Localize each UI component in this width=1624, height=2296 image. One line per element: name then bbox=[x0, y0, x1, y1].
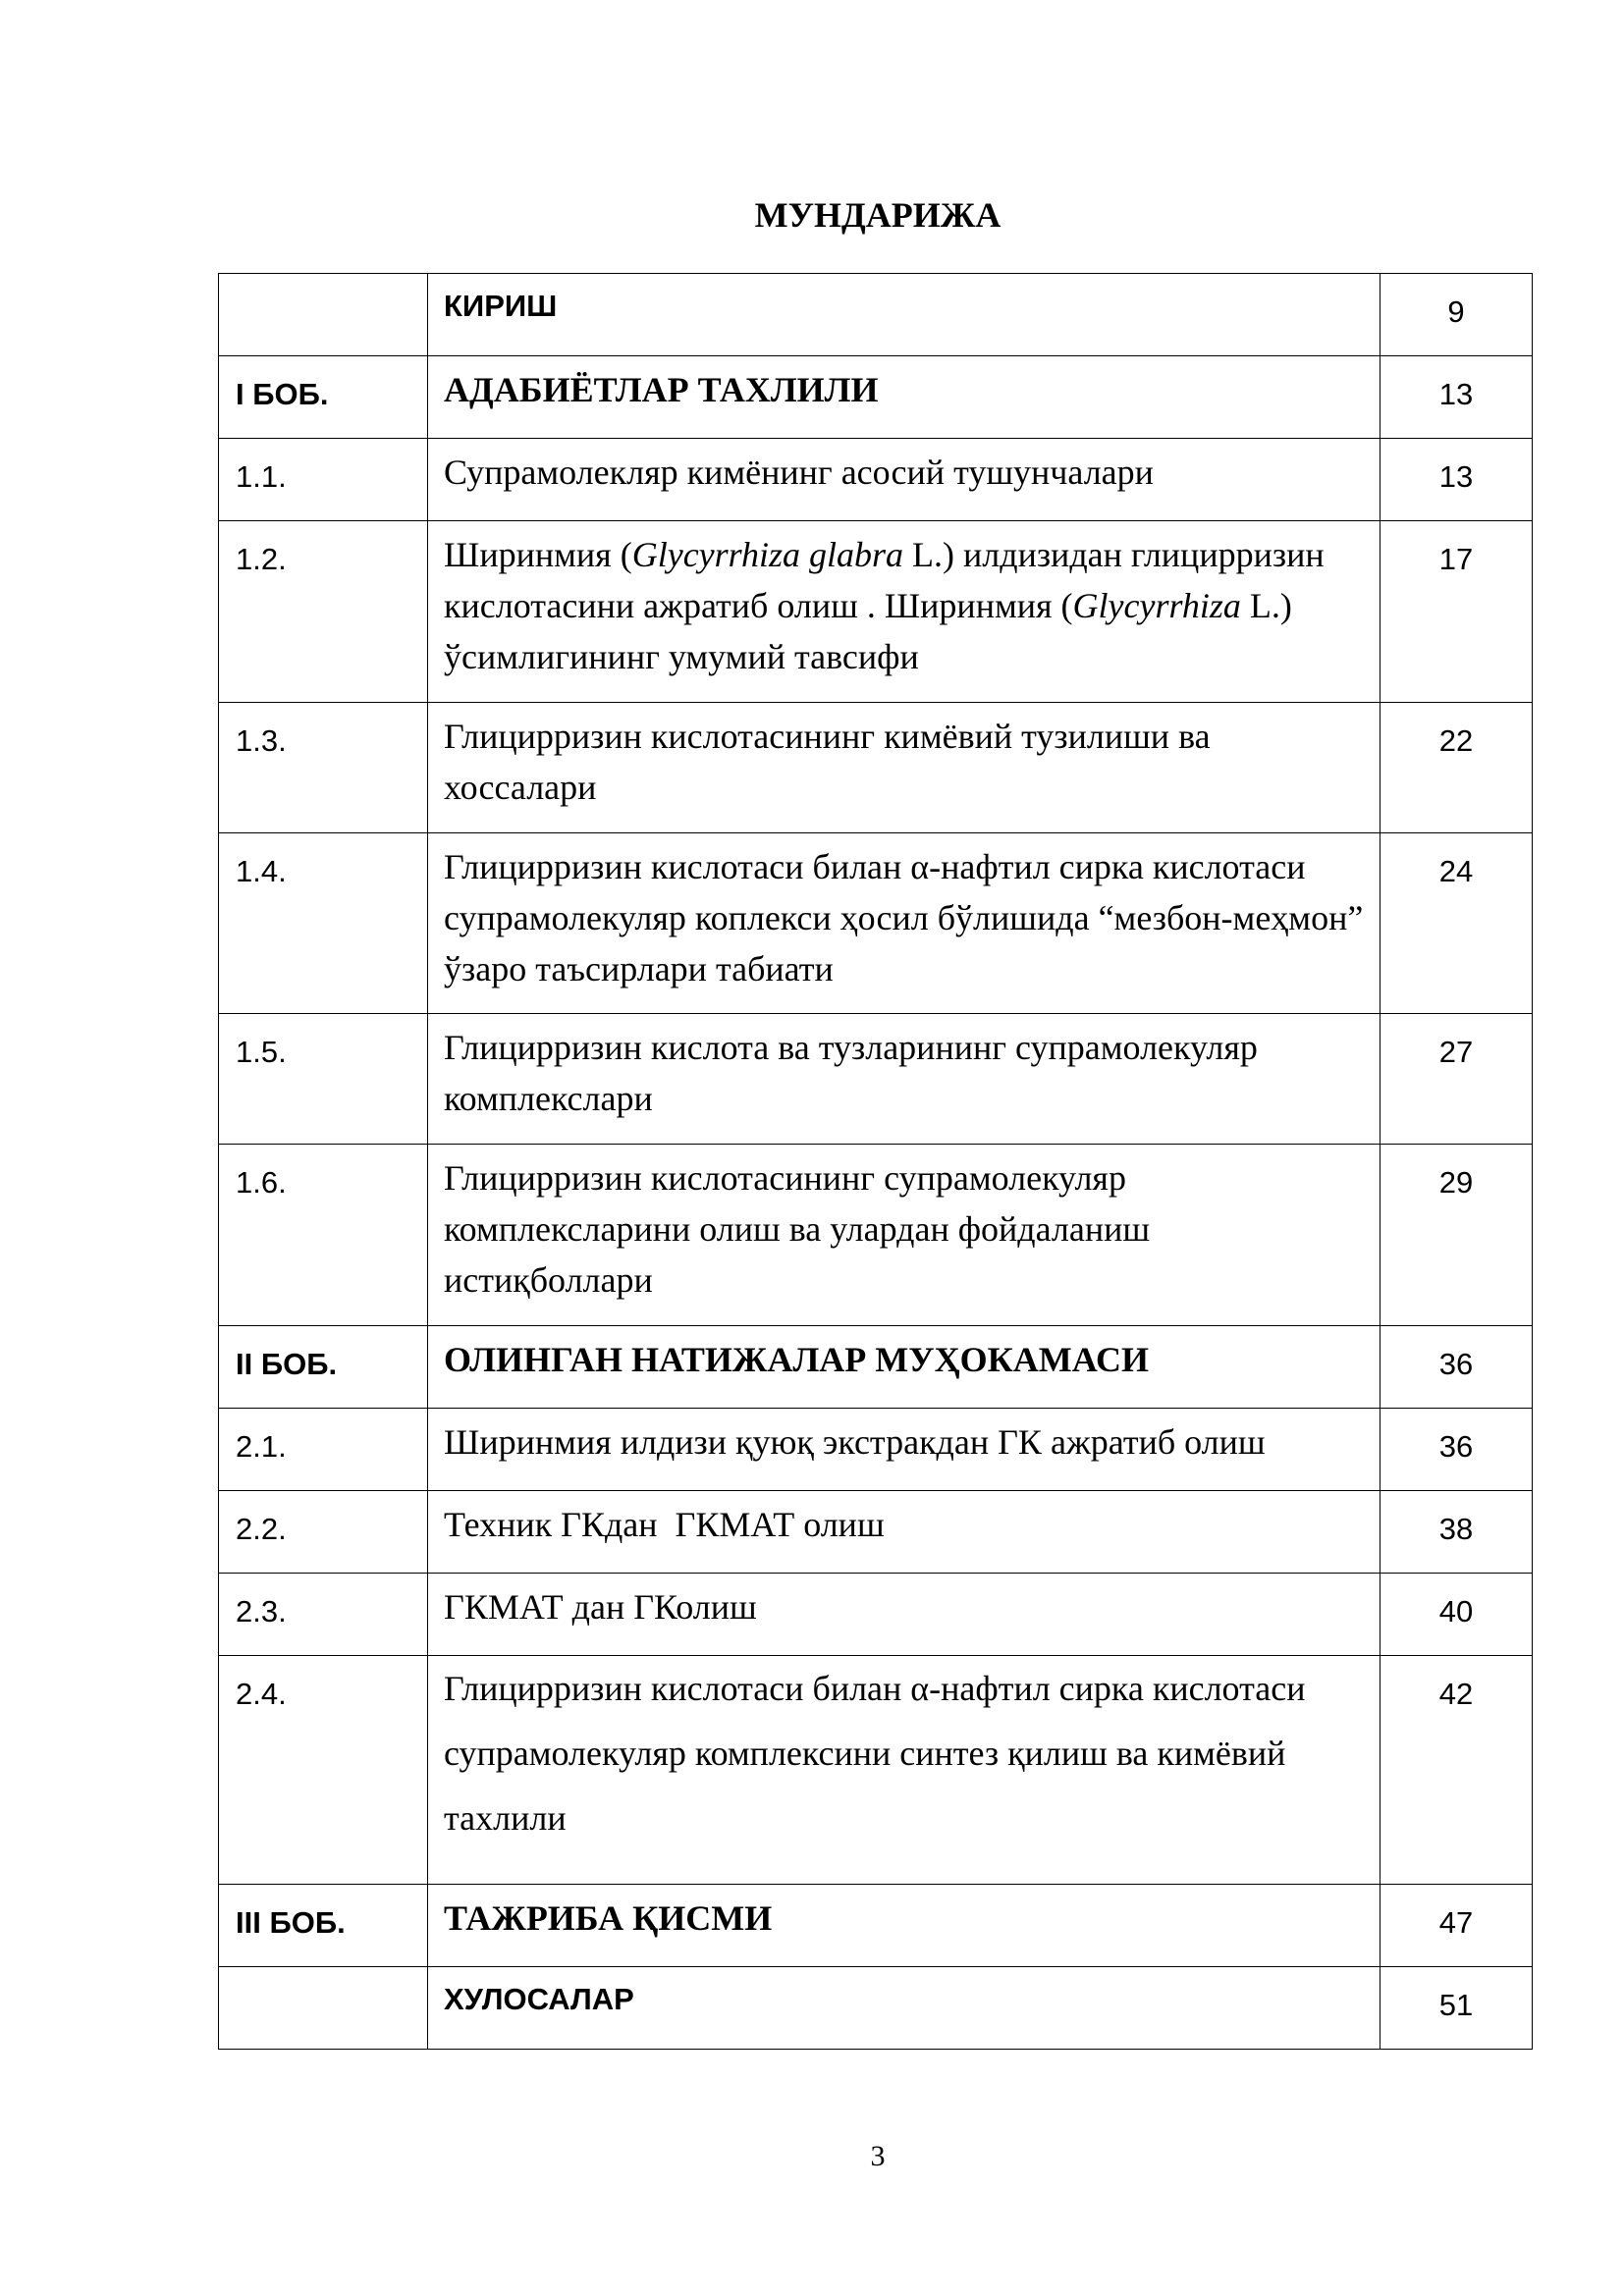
title-part: L.) ўсимлигининг умумий тавсифи bbox=[444, 586, 1292, 676]
toc-row-1-6 bbox=[219, 1145, 1533, 1326]
toc-section-title: Глицирризин кислотасининг кимёвий тузилиши ва хоссалари bbox=[428, 703, 1380, 833]
page-number: 3 bbox=[870, 2140, 886, 2172]
toc-row-introduction bbox=[219, 274, 1533, 356]
toc-row-1-4 bbox=[219, 833, 1533, 1014]
toc-row-1-1 bbox=[219, 439, 1533, 521]
toc-section-number: III БОБ. bbox=[219, 1885, 428, 1967]
toc-section-title: Глицирризин кислотаси билан α-нафтил сирка кислотаси супрамолекуляр комплексини синтез қилиш ва кимёвий тахлили bbox=[428, 1656, 1380, 1885]
toc-section-title: Техник ГКдан ГКМАТ олиш bbox=[428, 1491, 1380, 1574]
toc-section-number bbox=[219, 274, 428, 356]
table-of-contents bbox=[218, 273, 1533, 2050]
toc-row-2-1 bbox=[219, 1409, 1533, 1491]
toc-page-number: 40 bbox=[1380, 1574, 1533, 1656]
toc-section-number: I БОБ. bbox=[219, 356, 428, 439]
toc-section-title: АДАБИЁТЛАР ТАХЛИЛИ bbox=[428, 356, 1380, 439]
toc-section-number: 2.4. bbox=[219, 1656, 428, 1885]
toc-row-2-2 bbox=[219, 1491, 1533, 1574]
toc-page-number: 24 bbox=[1380, 833, 1533, 1014]
toc-page-number: 13 bbox=[1380, 439, 1533, 521]
toc-section-number: 1.4. bbox=[219, 833, 428, 1014]
toc-section-number: 2.3. bbox=[219, 1574, 428, 1656]
toc-section-title: Глицирризин кислотаси билан α-нафтил сирка кислотаси супрамолекуляр коплекси ҳосил бўлишида “мезбон-меҳмон” ўзаро таъсирлари табиати bbox=[428, 833, 1380, 1014]
toc-page-number: 51 bbox=[1380, 1967, 1533, 2050]
toc-section-title: ТАЖРИБА ҚИСМИ bbox=[428, 1885, 1380, 1967]
toc-row-chapter-2 bbox=[219, 1326, 1533, 1409]
genus-name-italic: Glycyrrhiza bbox=[1072, 586, 1241, 625]
toc-section-number: 2.2. bbox=[219, 1491, 428, 1574]
toc-row-chapter-3 bbox=[219, 1885, 1533, 1967]
toc-page-number: 17 bbox=[1380, 521, 1533, 703]
toc-page-number: 36 bbox=[1380, 1409, 1533, 1491]
title-part: L.) илдизидан глицирризин кислотасини ажратиб олиш . Ширинмия ( bbox=[444, 535, 1325, 625]
toc-row-1-3 bbox=[219, 703, 1533, 833]
toc-section-title: Глицирризин кислотасининг супрамолекуляр комплексларини олиш ва улардан фойдаланиш истиқболлари bbox=[428, 1145, 1380, 1326]
toc-section-title bbox=[428, 521, 1380, 703]
toc-section-number: 1.5. bbox=[219, 1014, 428, 1145]
toc-section-number: 2.1. bbox=[219, 1409, 428, 1491]
toc-section-title: Ширинмия илдизи қуюқ экстракдан ГК ажратиб олиш bbox=[428, 1409, 1380, 1491]
toc-section-number: 1.3. bbox=[219, 703, 428, 833]
toc-page-number: 22 bbox=[1380, 703, 1533, 833]
toc-section-title: ОЛИНГАН НАТИЖАЛАР МУҲОКАМАСИ bbox=[428, 1326, 1380, 1409]
toc-row-1-5 bbox=[219, 1014, 1533, 1145]
toc-page-number: 13 bbox=[1380, 356, 1533, 439]
toc-page-number: 36 bbox=[1380, 1326, 1533, 1409]
toc-row-2-3 bbox=[219, 1574, 1533, 1656]
toc-section-title: Супрамолекляр кимёнинг асосий тушунчалари bbox=[428, 439, 1380, 521]
toc-section-number bbox=[219, 1967, 428, 2050]
toc-section-number: II БОБ. bbox=[219, 1326, 428, 1409]
toc-section-number: 1.1. bbox=[219, 439, 428, 521]
toc-page-number: 9 bbox=[1380, 274, 1533, 356]
toc-page-number: 42 bbox=[1380, 1656, 1533, 1885]
species-name-italic: Glycyrrhiza glabra bbox=[631, 535, 904, 574]
page-title: МУНДАРИЖА bbox=[754, 195, 1001, 235]
toc-row-conclusions bbox=[219, 1967, 1533, 2050]
toc-section-number: 1.2. bbox=[219, 521, 428, 703]
toc-page-number: 27 bbox=[1380, 1014, 1533, 1145]
toc-section-title: КИРИШ bbox=[428, 274, 1380, 356]
toc-row-chapter-1 bbox=[219, 356, 1533, 439]
toc-section-title: ХУЛОСАЛАР bbox=[428, 1967, 1380, 2050]
toc-page-number: 47 bbox=[1380, 1885, 1533, 1967]
toc-row-2-4 bbox=[219, 1656, 1533, 1885]
toc-page-number: 38 bbox=[1380, 1491, 1533, 1574]
toc-row-1-2 bbox=[219, 521, 1533, 703]
toc-section-number: 1.6. bbox=[219, 1145, 428, 1326]
toc-section-title: ГКМАТ дан ГКолиш bbox=[428, 1574, 1380, 1656]
toc-page-number: 29 bbox=[1380, 1145, 1533, 1326]
title-part: Ширинмия ( bbox=[444, 535, 632, 574]
toc-section-title: Глицирризин кислота ва тузларининг супрамолекуляр комплекслари bbox=[428, 1014, 1380, 1145]
